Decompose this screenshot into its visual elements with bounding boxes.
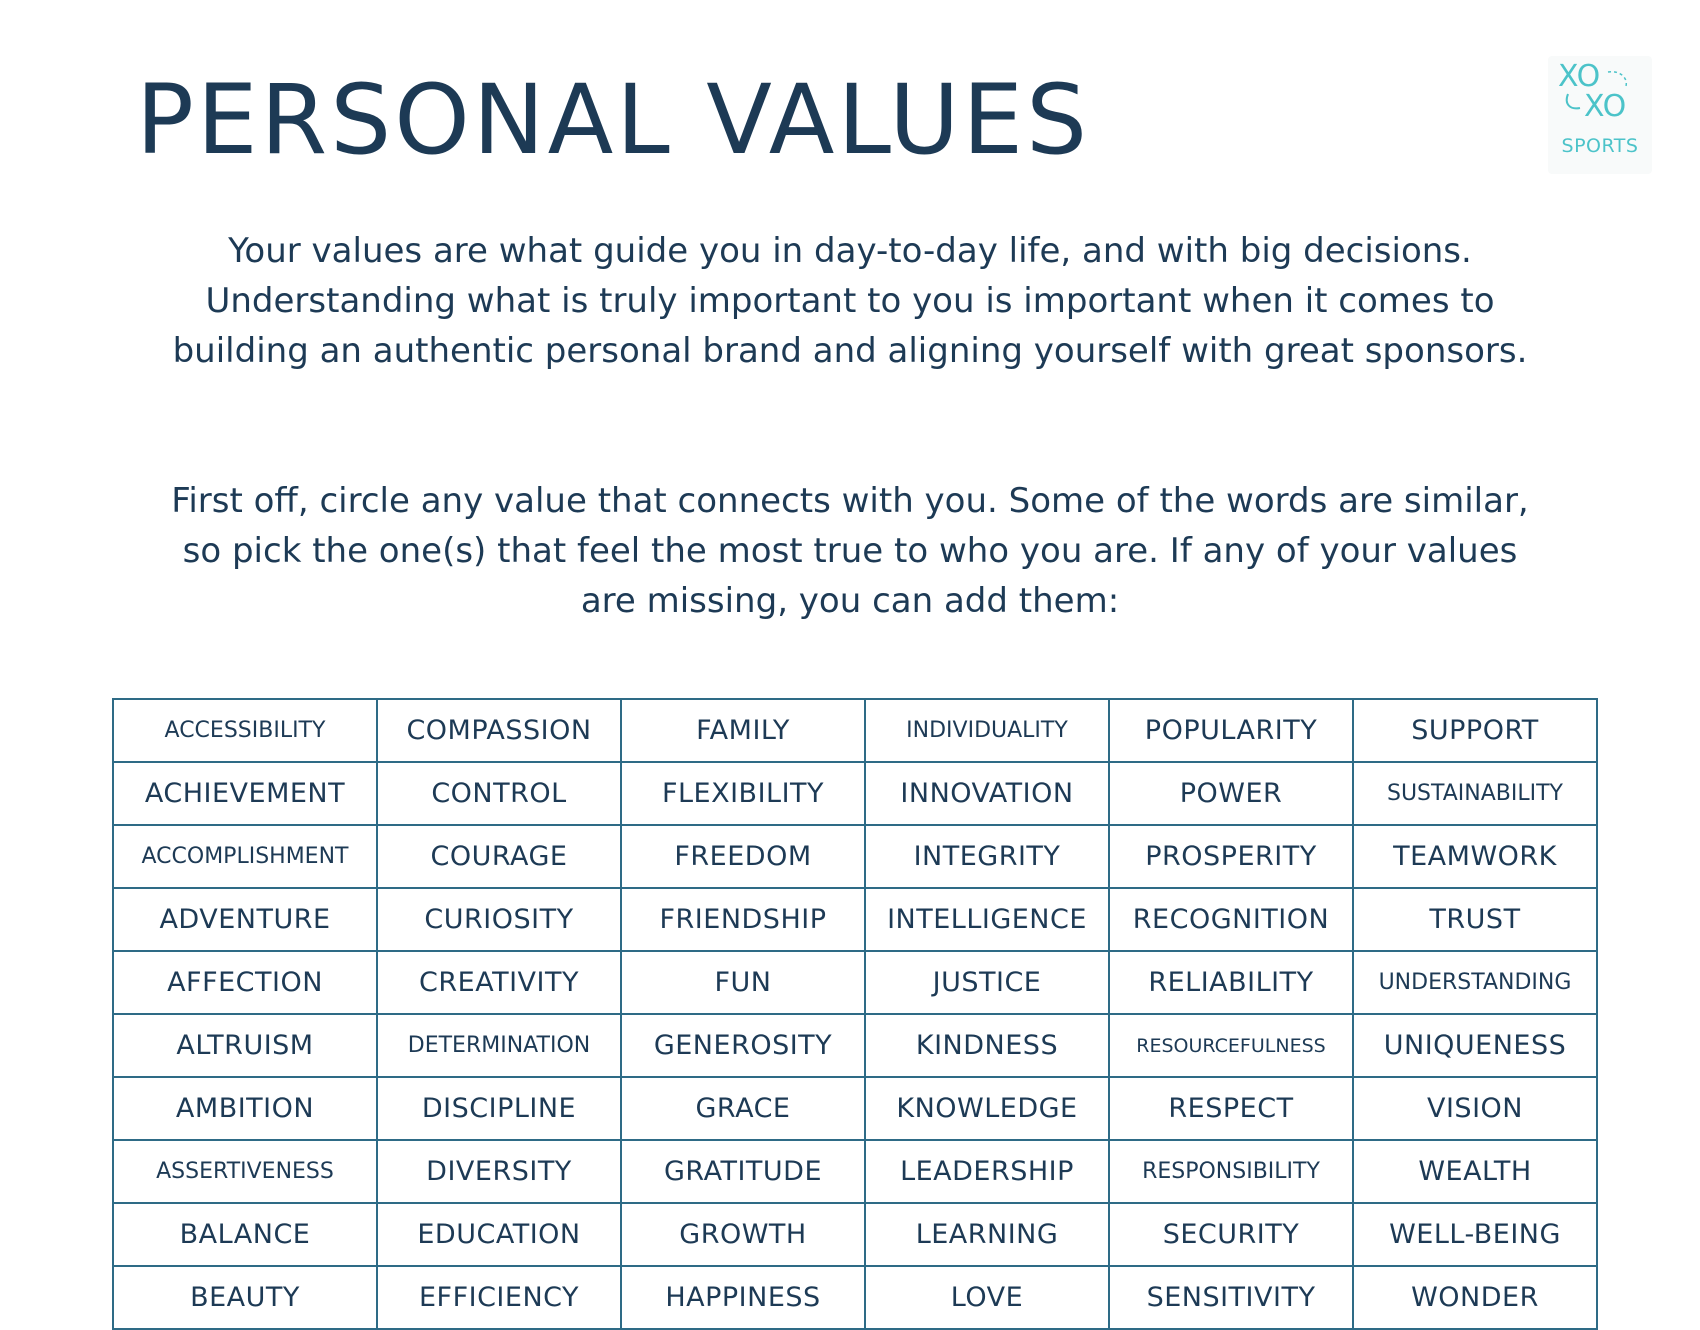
- value-cell[interactable]: VISION: [1353, 1077, 1597, 1140]
- value-cell[interactable]: ACCOMPLISHMENT: [113, 825, 377, 888]
- value-cell[interactable]: AMBITION: [113, 1077, 377, 1140]
- value-cell[interactable]: POPULARITY: [1109, 699, 1353, 762]
- logo-line-2: XO: [1584, 89, 1627, 124]
- value-cell[interactable]: GENEROSITY: [621, 1014, 865, 1077]
- value-cell[interactable]: SUPPORT: [1353, 699, 1597, 762]
- value-cell[interactable]: WONDER: [1353, 1266, 1597, 1329]
- values-row: [113, 1014, 1597, 1077]
- values-row: [113, 888, 1597, 951]
- value-cell[interactable]: GRATITUDE: [621, 1140, 865, 1203]
- value-cell[interactable]: CURIOSITY: [377, 888, 621, 951]
- value-cell[interactable]: INTEGRITY: [865, 825, 1109, 888]
- value-cell[interactable]: SENSITIVITY: [1109, 1266, 1353, 1329]
- value-cell[interactable]: RELIABILITY: [1109, 951, 1353, 1014]
- value-cell[interactable]: ACCESSIBILITY: [113, 699, 377, 762]
- intro-paragraph-2: First off, circle any value that connects with you. Some of the words are similar, so pick the one(s) that feel the most true to who you are. If any of your values are missing, you can add them:: [171, 481, 1529, 621]
- value-cell[interactable]: FREEDOM: [621, 825, 865, 888]
- value-cell[interactable]: GRACE: [621, 1077, 865, 1140]
- value-cell[interactable]: TRUST: [1353, 888, 1597, 951]
- value-cell[interactable]: INTELLIGENCE: [865, 888, 1109, 951]
- value-cell[interactable]: UNIQUENESS: [1353, 1014, 1597, 1077]
- value-cell[interactable]: EDUCATION: [377, 1203, 621, 1266]
- value-cell[interactable]: WELL-BEING: [1353, 1203, 1597, 1266]
- value-cell[interactable]: LEADERSHIP: [865, 1140, 1109, 1203]
- values-row: [113, 1140, 1597, 1203]
- value-cell[interactable]: FAMILY: [621, 699, 865, 762]
- values-row: [113, 1077, 1597, 1140]
- values-row: [113, 699, 1597, 762]
- value-cell[interactable]: UNDERSTANDING: [1353, 951, 1597, 1014]
- value-cell[interactable]: PROSPERITY: [1109, 825, 1353, 888]
- value-cell[interactable]: ADVENTURE: [113, 888, 377, 951]
- value-cell[interactable]: LOVE: [865, 1266, 1109, 1329]
- value-cell[interactable]: FUN: [621, 951, 865, 1014]
- page-title: PERSONAL VALUES: [136, 64, 1090, 176]
- value-cell[interactable]: DETERMINATION: [377, 1014, 621, 1077]
- value-cell[interactable]: BALANCE: [113, 1203, 377, 1266]
- value-cell[interactable]: TEAMWORK: [1353, 825, 1597, 888]
- logo-arrow-icon: [1608, 72, 1626, 86]
- value-cell[interactable]: GROWTH: [621, 1203, 865, 1266]
- value-cell[interactable]: RESOURCEFULNESS: [1109, 1014, 1353, 1077]
- value-cell[interactable]: SUSTAINABILITY: [1353, 762, 1597, 825]
- value-cell[interactable]: EFFICIENCY: [377, 1266, 621, 1329]
- value-cell[interactable]: DISCIPLINE: [377, 1077, 621, 1140]
- value-cell[interactable]: KNOWLEDGE: [865, 1077, 1109, 1140]
- value-cell[interactable]: SECURITY: [1109, 1203, 1353, 1266]
- logo-line-1: XO: [1558, 59, 1601, 94]
- values-row: [113, 762, 1597, 825]
- intro-paragraph-1: Your values are what guide you in day-to-day life, and with big decisions. Understanding what is truly important to you is important when it comes to building an authentic personal brand and aligning yourself with great sponsors.: [172, 231, 1528, 371]
- values-row: [113, 825, 1597, 888]
- value-cell[interactable]: DIVERSITY: [377, 1140, 621, 1203]
- xoxo-sports-logo: [1548, 56, 1652, 174]
- value-cell[interactable]: LEARNING: [865, 1203, 1109, 1266]
- value-cell[interactable]: ALTRUISM: [113, 1014, 377, 1077]
- values-row: [113, 1266, 1597, 1329]
- logo-brand: SPORTS: [1561, 135, 1639, 157]
- value-cell[interactable]: CREATIVITY: [377, 951, 621, 1014]
- value-cell[interactable]: INNOVATION: [865, 762, 1109, 825]
- value-cell[interactable]: INDIVIDUALITY: [865, 699, 1109, 762]
- value-cell[interactable]: FRIENDSHIP: [621, 888, 865, 951]
- value-cell[interactable]: CONTROL: [377, 762, 621, 825]
- value-cell[interactable]: AFFECTION: [113, 951, 377, 1014]
- value-cell[interactable]: BEAUTY: [113, 1266, 377, 1329]
- values-row: [113, 951, 1597, 1014]
- value-cell[interactable]: ACHIEVEMENT: [113, 762, 377, 825]
- value-cell[interactable]: RESPONSIBILITY: [1109, 1140, 1353, 1203]
- value-cell[interactable]: COURAGE: [377, 825, 621, 888]
- values-table: [112, 698, 1598, 1330]
- value-cell[interactable]: KINDNESS: [865, 1014, 1109, 1077]
- value-cell[interactable]: POWER: [1109, 762, 1353, 825]
- value-cell[interactable]: RECOGNITION: [1109, 888, 1353, 951]
- value-cell[interactable]: HAPPINESS: [621, 1266, 865, 1329]
- value-cell[interactable]: RESPECT: [1109, 1077, 1353, 1140]
- value-cell[interactable]: COMPASSION: [377, 699, 621, 762]
- logo-curve-icon: [1567, 94, 1580, 108]
- value-cell[interactable]: WEALTH: [1353, 1140, 1597, 1203]
- value-cell[interactable]: JUSTICE: [865, 951, 1109, 1014]
- values-row: [113, 1203, 1597, 1266]
- value-cell[interactable]: FLEXIBILITY: [621, 762, 865, 825]
- value-cell[interactable]: ASSERTIVENESS: [113, 1140, 377, 1203]
